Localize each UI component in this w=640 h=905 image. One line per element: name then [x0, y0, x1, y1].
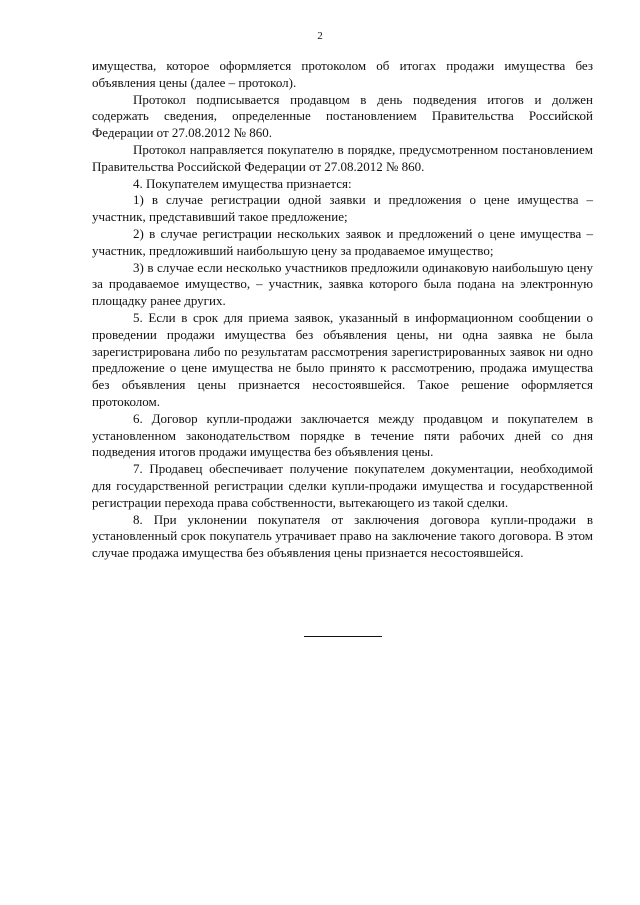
document-body — [92, 58, 593, 562]
page-number: 2 — [317, 30, 323, 42]
paragraph-item-7: 7. Продавец обеспечивает получение покупателем документации, необходимой для государственной регистрации сделки купли-продажи имущества и государственной регистрации перехода права собственности, вытекающего из такой сделки. — [92, 461, 593, 510]
paragraph-case-1: 1) в случае регистрации одной заявки и предложения о цене имущества – участник, представивший такое предложение; — [92, 192, 593, 225]
paragraph-protocol-signing: Протокол подписывается продавцом в день подведения итогов и должен содержать сведения, определенные постановлением Правительства Российской Федерации от 27.08.2012 № 860. — [92, 91, 593, 141]
paragraph-continuation: имущества, которое оформляется протоколом об итогах продажи имущества без объявления цены (далее – протокол). — [92, 58, 593, 90]
paragraph-case-2: 2) в случае регистрации нескольких заявок и предложений о цене имущества – участник, предложивший наибольшую цену за продаваемое имущество; — [92, 225, 593, 258]
paragraph-buyer-recognized: 4. Покупателем имущества признается: — [133, 175, 352, 191]
end-separator-line — [304, 636, 382, 637]
paragraph-case-3: 3) в случае если несколько участников предложили одинаковую наибольшую цену за продаваемое имущество, – участник, заявка которого была подана на электронную площадку ранее других. — [92, 259, 593, 309]
paragraph-item-6: 6. Договор купли-продажи заключается между продавцом и покупателем в установленном законодательством порядке в течение пяти рабочих дней со дня подведения итогов продажи имущества без объявления цены. — [92, 410, 593, 460]
paragraph-protocol-sending: Протокол направляется покупателю в порядке, предусмотренном постановлением Правительства Российской Федерации от 27.08.2012 № 860. — [92, 141, 593, 174]
paragraph-item-5: 5. Если в срок для приема заявок, указанный в информационном сообщении о проведении продажи имущества без объявления цены, ни одна заявка не была зарегистрирована либо по результатам рассмотрения зарегистрированных заявок ни одно предложение о цене имущества не было принято к рассмотрению, продажа имущества без объявления цены признается несостоявшейся. Такое решение оформляется протоколом. — [92, 309, 593, 409]
paragraph-item-8: 8. При уклонении покупателя от заключения договора купли-продажи в установленный срок покупатель утрачивает право на заключение такого договора. В этом случае продажа имущества без объявления цены признается несостоявшейся. — [92, 511, 593, 561]
